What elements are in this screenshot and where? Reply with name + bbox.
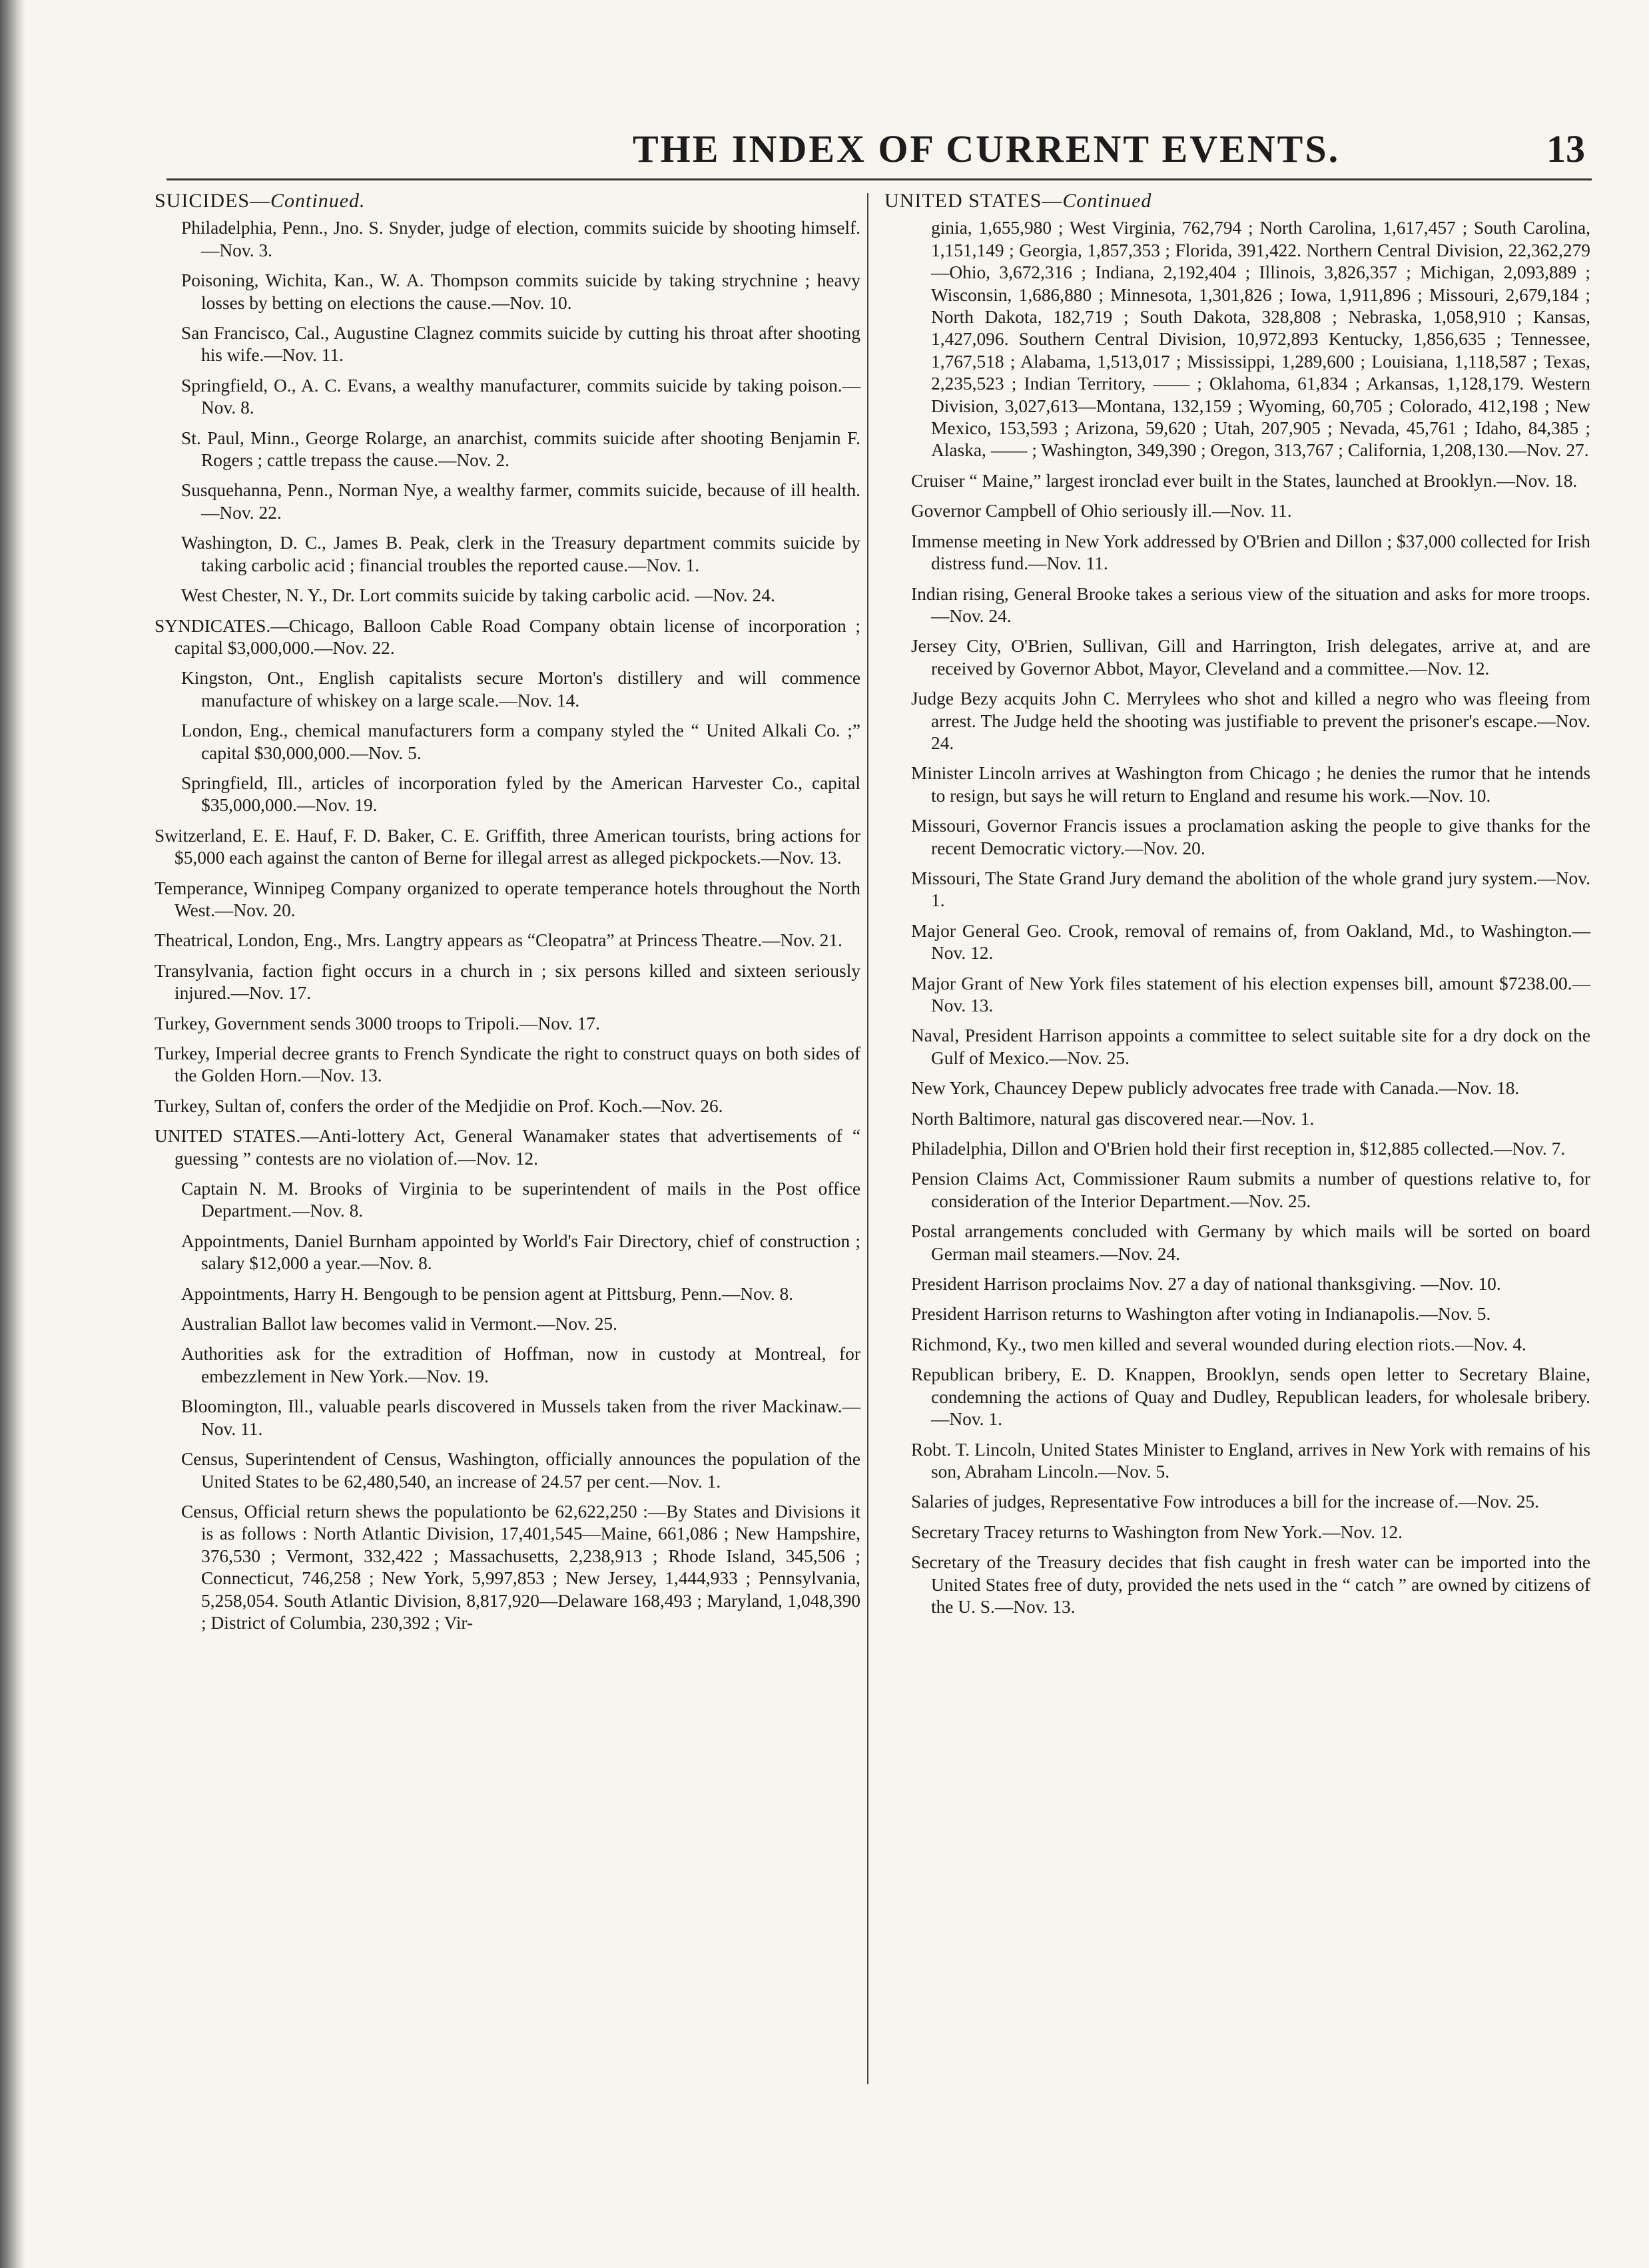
index-entry: San Francisco, Cal., Augustine Clagnez commits suicide by cutting his throat after shooting his wife.—Nov. 11. [181,323,860,366]
column-divider [867,193,868,2084]
index-entry: St. Paul, Minn., George Rolarge, an anarchist, commits suicide after shooting Benjamin F. Rogers ; cattle trepass the cause.—Nov. 2. [181,427,860,471]
index-entry: Theatrical, London, Eng., Mrs. Langtry appears as “Cleopatra” at Princess Theatre.—Nov. 21. [155,930,842,951]
index-entry: Susquehanna, Penn., Norman Nye, a wealthy farmer, commits suicide, because of ill health.—Nov. 22. [181,480,860,523]
heading-label: UNITED STATES— [884,190,1063,212]
index-entry: Cruiser “ Maine,” largest ironclad ever built in the States, launched at Brooklyn.—Nov. 18. [911,470,1578,491]
page-binding-edge [0,0,25,2268]
right-column-heading [884,190,1590,212]
index-entry: Turkey, Sultan of, confers the order of the Medjidie on Prof. Koch.—Nov. 26. [155,1095,723,1116]
index-entry: Naval, President Harrison appoints a committee to select suitable site for a dry dock on the Gulf of Mexico.—Nov. 25. [911,1025,1590,1068]
index-entry: Missouri, Governor Francis issues a proclamation asking the people to give thanks for the recent Democratic victory.—Nov. 20. [911,816,1590,858]
index-entry: Republican bribery, E. D. Knappen, Brooklyn, sends open letter to Secretary Blaine, condemning the actions of Quay and Dudley, Republican leaders, for wholesale bribery.—Nov. 1. [911,1364,1590,1430]
left-entry-list [155,217,860,1634]
index-entry: Poisoning, Wichita, Kan., W. A. Thompson commits suicide by taking strychnine ; heavy losses by betting on elections the cause.—Nov. 10. [181,270,860,313]
index-entry: West Chester, N. Y., Dr. Lort commits suicide by taking carbolic acid. —Nov. 24. [181,585,775,606]
heading-continued: Continued. [270,190,366,212]
index-entry: Postal arrangements concluded with Germany by which mails will be sorted on board German mail steamers.—Nov. 24. [911,1221,1590,1264]
index-entry: Philadelphia, Dillon and O'Brien hold their first reception in, $12,885 collected.—Nov. 7. [911,1139,1566,1159]
index-entry: Major General Geo. Crook, removal of remains of, from Oakland, Md., to Washington.—Nov. 12. [911,920,1590,964]
index-entry: SYNDICATES.—Chicago, Balloon Cable Road Company obtain license of incorporation ; capital $3,000,000.—Nov. 22. [155,615,860,658]
index-entry: Springfield, O., A. C. Evans, a wealthy manufacturer, commits suicide by taking poison.—Nov. 8. [181,375,860,418]
index-entry: New York, Chauncey Depew publicly advocates free trade with Canada.—Nov. 18. [911,1078,1520,1099]
index-entry: Captain N. M. Brooks of Virginia to be superintendent of mails in the Post office Department.—Nov. 8. [181,1179,860,1221]
index-entry: Salaries of judges, Representative Fow introduces a bill for the increase of.—Nov. 25. [911,1492,1539,1512]
page-header [166,127,1585,180]
index-entry: Turkey, Government sends 3000 troops to Tripoli.—Nov. 17. [155,1013,600,1033]
heading-label: SUICIDES— [155,190,271,212]
index-entry: Census, Official return shews the populationto be 62,622,250 :—By States and Divisions it is as follows : North Atlantic Division, 17,401,545—Maine, 661,086 ; New Hampshire, 376,530 ; Vermont, 332,422 ; Massachusetts, 2,238,913 ; Rhode Island, 345,506 ; Connecticut, 746,258 ; New York, 5,997,853 ; New Jersey, 1,444,933 ; Pennsylvania, 5,258,054. South Atlantic Division, 8,817,920—Delaware 168,493 ; Maryland, 1,048,390 ; District of Columbia, 230,392 ; Vir- [181,1501,860,1633]
index-entry: President Harrison returns to Washington after voting in Indianapolis.—Nov. 5. [911,1304,1491,1324]
index-entry: Philadelphia, Penn., Jno. S. Snyder, judge of election, commits suicide by shooting himself.—Nov. 3. [181,218,860,260]
index-entry: Transylvania, faction fight occurs in a church in ; six persons killed and sixteen seriously injured.—Nov. 17. [155,960,860,1003]
index-entry: Immense meeting in New York addressed by O'Brien and Dillon ; $37,000 collected for Irish distress fund.—Nov. 11. [911,531,1590,574]
index-entry: Australian Ballot law becomes valid in Vermont.—Nov. 25. [181,1314,617,1334]
index-entry: Census, Superintendent of Census, Washington, officially announces the population of the United States to be 62,480,540, an increase of 24.57 per cent.—Nov. 1. [181,1449,860,1492]
right-column [884,190,1590,1626]
index-entry: Governor Campbell of Ohio seriously ill.—Nov. 11. [911,501,1292,521]
index-entry: Missouri, The State Grand Jury demand the abolition of the whole grand jury system.—Nov. 1. [911,868,1590,911]
index-entry: Washington, D. C., James B. Peak, clerk in the Treasury department commits suicide by taking carbolic acid ; financial troubles the reported cause.—Nov. 1. [181,533,860,575]
index-entry: Appointments, Harry H. Bengough to be pension agent at Pittsburg, Penn.—Nov. 8. [181,1283,794,1304]
index-entry: Robt. T. Lincoln, United States Minister to England, arrives in New York with remains of his son, Abraham Lincoln.—Nov. 5. [911,1439,1590,1482]
index-entry: Secretary of the Treasury decides that fish caught in fresh water can be imported into the United States free of duty, provided the nets used in the “ catch ” are owned by citizens of the U. S.—Nov. 13. [911,1552,1590,1617]
index-entry: ginia, 1,655,980 ; West Virginia, 762,794 ; North Carolina, 1,617,457 ; South Carolina, 1,151,149 ; Georgia, 1,857,353 ; Florida, 391,422. Northern Central Division, 22,362,279—Ohio, 3,672,316 ; Indiana, 2,192,404 ; Illinois, 3,826,357 ; Michigan, 2,093,889 ; Wisconsin, 1,686,880 ; Minnesota, 1,301,826 ; Iowa, 1,911,896 ; Missouri, 2,679,184 ; North Dakota, 182,719 ; South Dakota, 328,808 ; Nebraska, 1,058,910 ; Kansas, 1,427,096. Southern Central Division, 10,972,893 Kentucky, 1,856,635 ; Tennessee, 1,767,518 ; Alabama, 1,513,017 ; Mississippi, 1,289,600 ; Louisiana, 1,118,587 ; Texas, 2,235,523 ; Indian Territory, —— ; Oklahoma, 61,834 ; Arkansas, 1,128,179. Western Division, 3,027,613—Montana, 132,159 ; Wyoming, 60,705 ; Colorado, 412,198 ; New Mexico, 153,593 ; Arizona, 59,620 ; Utah, 207,905 ; Nevada, 45,761 ; Idaho, 84,385 ; Alaska, —— ; Washington, 349,390 ; Oregon, 313,767 ; California, 1,208,130.—Nov. 27. [931,218,1590,461]
index-entry: Appointments, Daniel Burnham appointed by World's Fair Directory, chief of construction ; salary $12,000 a year.—Nov. 8. [181,1231,860,1274]
index-entry: North Baltimore, natural gas discovered near.—Nov. 1. [911,1108,1315,1129]
index-entry: Pension Claims Act, Commissioner Raum submits a number of questions relative to, for consideration of the Interior Department.—Nov. 25. [911,1169,1590,1211]
running-title: THE INDEX OF CURRENT EVENTS. [633,127,1341,170]
index-entry: Switzerland, E. E. Hauf, F. D. Baker, C. E. Griffith, three American tourists, bring actions for $5,000 each against the canton of Berne for illegal arrest as alleged pickpockets.—Nov. 13. [155,825,860,868]
index-entry: Bloomington, Ill., valuable pearls discovered in Mussels taken from the river Mackinaw.—Nov. 11. [181,1396,860,1439]
index-entry: Minister Lincoln arrives at Washington from Chicago ; he denies the rumor that he intends to resign, but says he will return to England and resume his work.—Nov. 10. [911,763,1590,806]
index-entry: Judge Bezy acquits John C. Merrylees who shot and killed a negro who was fleeing from arrest. The Judge held the shooting was justifiable to prevent the prisoner's escape.—Nov. 24. [911,689,1590,753]
index-entry: UNITED STATES.—Anti-lottery Act, General Wanamaker states that advertisements of “ guessing ” contests are no violation of.—Nov. 12. [155,1126,860,1169]
header-rule [166,178,1592,180]
left-column-heading [155,190,860,212]
index-entry: Springfield, Ill., articles of incorporation fyled by the American Harvester Co., capital $35,000,000.—Nov. 19. [181,772,860,816]
heading-continued: Continued [1062,190,1152,212]
index-entry: Turkey, Imperial decree grants to French Syndicate the right to construct quays on both sides of the Golden Horn.—Nov. 13. [155,1043,860,1086]
page-number: 13 [1546,127,1585,170]
index-entry: Secretary Tracey returns to Washington from New York.—Nov. 12. [911,1522,1403,1542]
index-entry: Authorities ask for the extradition of Hoffman, now in custody at Montreal, for embezzlement in New York.—Nov. 19. [181,1344,860,1386]
index-entry: Kingston, Ont., English capitalists secure Morton's distillery and will commence manufacture of whiskey on a large scale.—Nov. 14. [181,668,860,710]
index-entry: Jersey City, O'Brien, Sullivan, Gill and Harrington, Irish delegates, arrive at, and are received by Governor Abbot, Mayor, Cleveland and a committee.—Nov. 12. [911,636,1590,679]
index-entry: Major Grant of New York files statement of his election expenses bill, amount $7238.00.—Nov. 13. [911,973,1590,1015]
left-column [155,190,860,1642]
right-entry-list [884,217,1590,1618]
index-entry: Indian rising, General Brooke takes a serious view of the situation and asks for more troops.—Nov. 24. [911,583,1590,626]
index-entry: Richmond, Ky., two men killed and several wounded during election riots.—Nov. 4. [911,1334,1526,1354]
index-entry: Temperance, Winnipeg Company organized to operate temperance hotels throughout the North West.—Nov. 20. [155,878,860,920]
index-entry: London, Eng., chemical manufacturers form a company styled the “ United Alkali Co. ;” capital $30,000,000.—Nov. 5. [181,720,860,763]
index-entry: President Harrison proclaims Nov. 27 a day of national thanksgiving. —Nov. 10. [911,1274,1501,1294]
